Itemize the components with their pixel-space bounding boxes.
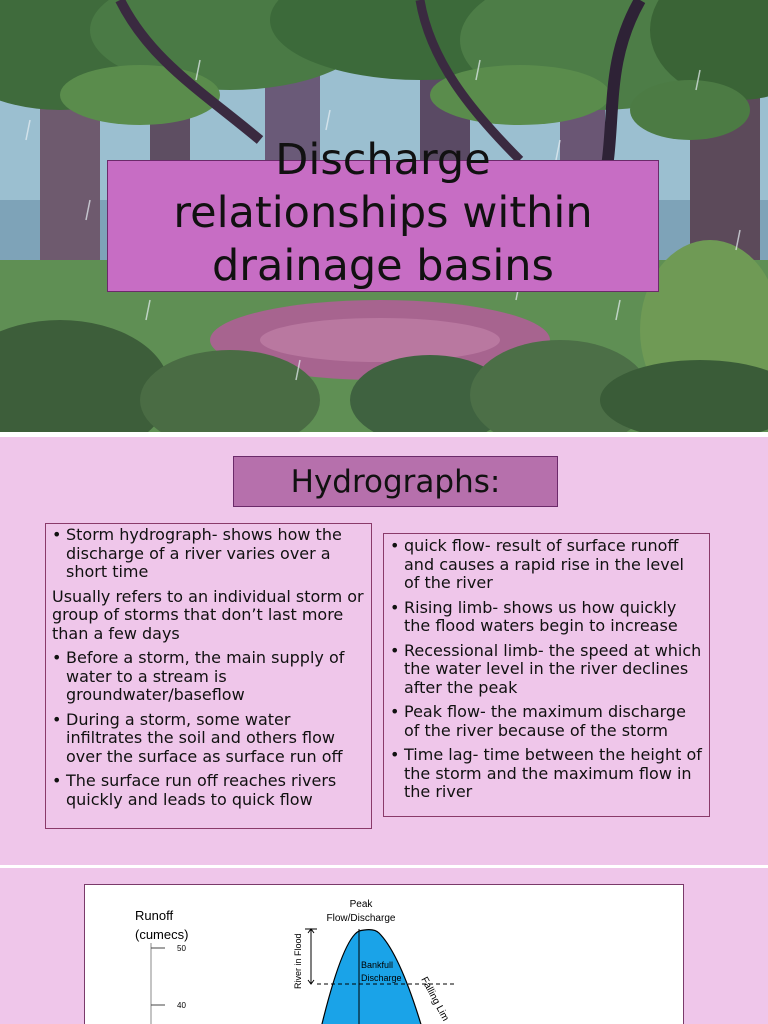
right-text-column xyxy=(383,533,710,817)
bullet-item: • Rising limb- shows us how quickly the flood waters begin to increase xyxy=(390,599,703,636)
peak-label: Peak xyxy=(349,899,373,910)
section-heading: Hydrographs: xyxy=(233,456,558,507)
y-axis-unit: (cumecs) xyxy=(135,927,189,942)
y-axis-label: Runoff xyxy=(135,908,174,923)
bullet-item: • Before a storm, the main supply of water to a stream is groundwater/baseflow xyxy=(52,649,365,705)
hydrograph-plot xyxy=(85,885,685,1024)
slide-title xyxy=(107,134,659,293)
peak-label: Flow/Discharge xyxy=(326,913,396,924)
hydrograph-chart xyxy=(84,884,684,1024)
hydrograph-slide xyxy=(0,868,768,1024)
bullet-item: • The surface run off reaches rivers quickly and leads to quick flow xyxy=(52,772,365,809)
title-line: drainage basins xyxy=(212,241,554,291)
title-slide xyxy=(0,0,768,432)
y-tick-label: 50 xyxy=(177,944,186,953)
river-in-flood-label: River in Flood xyxy=(293,933,303,989)
bankfull-label: Bankfull xyxy=(361,960,394,970)
hydrographs-slide xyxy=(0,437,768,865)
paragraph: Usually refers to an individual storm or group of storms that don’t last more than a few days xyxy=(52,586,364,643)
title-line: relationships within xyxy=(173,188,593,238)
title-line: Discharge xyxy=(275,135,491,185)
bullet-item: • Time lag- time between the height of the storm and the maximum flow in the river xyxy=(390,746,703,802)
bullet-item: • Recessional limb- the speed at which the water level in the river declines after the peak xyxy=(390,642,703,698)
bullet-item: • Peak flow- the maximum discharge of the river because of the storm xyxy=(390,703,703,740)
bullet-item: • quick flow- result of surface runoff and causes a rapid rise in the level of the river xyxy=(390,537,703,593)
bullet-item: • During a storm, some water infiltrates the soil and others flow over the surface as surface run off xyxy=(52,711,365,767)
bankfull-label: Discharge xyxy=(361,973,402,983)
falling-limb-label: Falling Lim xyxy=(418,975,451,1024)
y-tick-label: 40 xyxy=(177,1001,186,1010)
bullet-item: • Storm hydrograph- shows how the discharge of a river varies over a short time xyxy=(52,526,365,582)
left-text-column xyxy=(45,523,372,829)
